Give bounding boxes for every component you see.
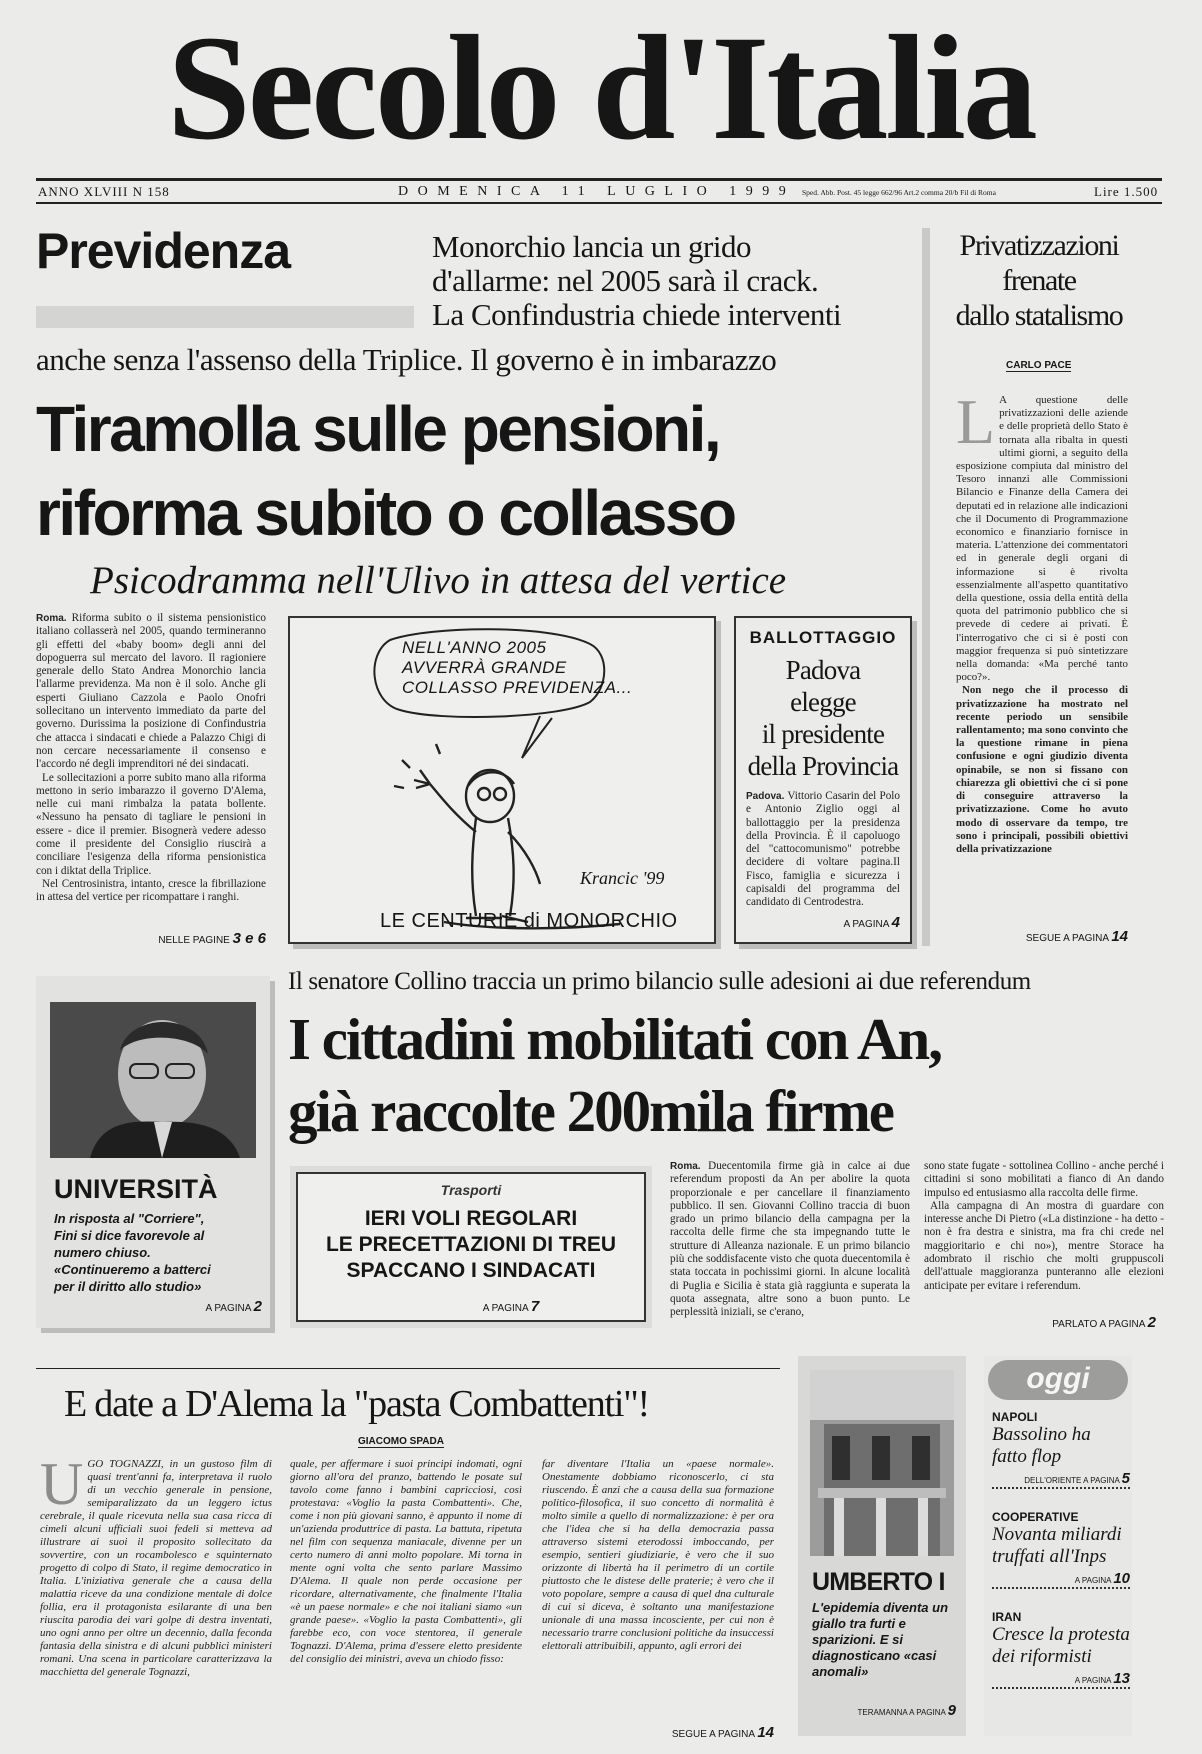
- oggi-item-2-text: Novanta miliardi truffati all'Inps: [992, 1524, 1122, 1567]
- oggi-item-1-jump: [992, 1470, 1130, 1489]
- privatizzazioni-headline: [946, 228, 1132, 333]
- lead-headline-1: Tiramolla sulle pensioni,: [36, 393, 720, 465]
- dalema-top-rule: [36, 1368, 780, 1369]
- trasporti-headline-line-2: LE PRECETTAZIONI DI TREU: [325, 1233, 617, 1256]
- dalema-col3: far diventare l'Italia un «paese normale». Onestamente dobbiamo riconoscerlo, ci sta riuscendo. È anzi che a causa della sua formazione politico-filosofica, il suo concetto di normalità è molto simile a quello di normalizzazione: è per ora che l'idea che si ha della democrazia passa attraverso sistemi eterodossi imboccando, per esempio, sentieri giudiziarie, è vero che il suo orizzonte di libertà ha il perimetro di un cortile piuttosto che le distese delle praterie; è vero che il voto popolare, sempre a causa di quel dna culturale di cui si diceva, è soltanto una manifestazione unionale di una massa incosciente, per cui non è necessario trarre conclusioni politiche da insuccessi elettorali attribuibili, appunto, agli errori dei: [542, 1458, 774, 1652]
- cartoon-balloon-line-1: NELL'ANNO 2005: [402, 638, 547, 657]
- cartoon-balloon-line-2: AVVERRÀ GRANDE: [402, 658, 567, 677]
- privatizzazioni-jump[interactable]: [956, 928, 1128, 945]
- oggi-item-1-jump-label: A PAGINA: [1083, 1476, 1120, 1485]
- portrait-image: [50, 1002, 256, 1158]
- universita-jump[interactable]: [156, 1298, 262, 1315]
- oggi-item-2-jump-page: 10: [1113, 1570, 1130, 1587]
- ballottaggio-jump-page: 4: [891, 913, 900, 931]
- dalema-col1-text: GO TOGNAZZI, in un gustoso film di quasi trent'anni fa, interpretava il ruolo di un vecchio generale in pensione, semiparalizzato da un leggero ictus cerebrale, il quale ricevuta nella sua casa ricca di cimeli alcuni ufficiali suoi fedeli si metteva ad illustrare ai suoi il proposito sollecitato da sovvertire, con un rocambolesco e squinternato progetto di colpo di Stato, il regime democratico in Italia. L'iniziativa generale che a causa della malattia riceve da una condizione mentale di dolce follia, era il protagonista esilarante di una ben riuscita parodia dei vari golpe di destra inventati, uno ogni anno per oltre un decennio, dalla feconda fantasia della sinistra e di alcuni pubblici ministeri romani. Una scena in particolare caratterizzava la macchietta del generale Tognazzi,: [40, 1458, 272, 1678]
- referendum-jump-label: PARLATO A PAGINA: [1052, 1319, 1145, 1330]
- referendum-jump-page: 2: [1147, 1314, 1156, 1331]
- issue-number: ANNO XLVIII N 158: [38, 184, 170, 199]
- cartoon-balloon-line-3: COLLASSO PREVIDENZA...: [402, 678, 633, 697]
- privatizzazioni-headline-line-1: Privatizzazioni: [959, 229, 1119, 262]
- trasporti-jump-label: A PAGINA: [482, 1303, 529, 1314]
- ballottaggio-headline: [746, 654, 900, 782]
- referendum-body-col2: [924, 1160, 1164, 1293]
- referendum-dateline: Roma.: [670, 1161, 701, 1172]
- oggi-item-3-jump-page: 13: [1113, 1670, 1130, 1687]
- lead-jump-pages: 3 e 6: [232, 930, 266, 947]
- ballottaggio-jump-label: A PAGINA: [843, 918, 889, 930]
- oggi-item-2[interactable]: [992, 1510, 1130, 1589]
- referendum-overline: Il senatore Collino traccia un primo bilancio sulle adesioni ai due referendum: [288, 968, 1031, 995]
- privatizzazioni-body: [956, 386, 1128, 856]
- dalema-dropcap: U: [40, 1451, 84, 1517]
- universita-headline: UNIVERSITÀ: [54, 1174, 218, 1204]
- dalema-jump-label: SEGUE A PAGINA: [671, 1729, 755, 1740]
- referendum-jump[interactable]: [924, 1314, 1156, 1331]
- dateline-rule: [36, 202, 1162, 204]
- dalema-col2: quale, per affermare i suoi principi indomati, ogni giorno all'ora del pranzo, battendo le posate sul tavolo come fanno i bambini capricciosi, così protestava: «Voglio la pasta Combattenti». Che, come i non più giovani sanno, è appunto il nome di un'azienda produttrice di pasta. La battuta, ripetuta nel film con sequenza maniacale, divenne per un certo numero di anni molto popolare. Mi torna in mente ogni volta che sento parlare Massimo D'Alema. Il quale non perde occasione per ricordare, alternativamente, che finalmente l'Italia «è un paese normale» e che noi italiani siamo «un grande paese». «Voglio la pasta Combattenti», gli farebbe eco, con voce stentorea, il generale Tognazzi. D'Alema, prima d'essere eletto presidente del consiglio dei ministri, aveva un chiodo fisso:: [290, 1458, 522, 1665]
- cartoon-caption: LE CENTURIE di MONORCHIO: [380, 910, 678, 932]
- umberto-body: L'epidemia diventa un giallo tra furti e sparizioni. E si diagnosticano «casi anomali»: [812, 1600, 949, 1679]
- lead-body: [36, 612, 266, 905]
- oggi-item-3-jump-label: A PAGINA: [1074, 1676, 1112, 1685]
- masthead-title: Secolo d'Italia: [167, 5, 1035, 171]
- ballottaggio-body: [746, 790, 900, 910]
- lead-kicker-underline: [36, 306, 414, 328]
- oggi-item-3[interactable]: [992, 1610, 1130, 1689]
- postal-info: Sped. Abb. Post. 45 legge 662/96 Art.2 comma 20/b Fil di Roma: [802, 188, 996, 197]
- ballottaggio-headline-line-1: Padova: [785, 655, 861, 685]
- oggi-item-3-place: IRAN: [992, 1610, 1022, 1624]
- privatizzazioni-shade: [922, 228, 930, 946]
- referendum-body-p1: Duecentomila firme già in calce ai due referendum proposti da An per abolire la quota proporzionale e per cancellare il finanziamento pubblico. Il sen. Giovanni Collino traccia di buon grado un primo bilancio della campagna per la raccolta delle firme che sta impegnando tutte le strutture di Alleanza nazionale. E un primo bilancio più che soddisfacente visto che quota duecentomila è stata toccata in pochissimi giorni. In alcune località di Puglia e Sicilia è stata già raggiunta e superata la quota assegnata, altre sono a buon punto. Le perplessità iniziali, se c'erano,: [670, 1160, 911, 1319]
- lead-deck-line-1: Monorchio lancia un grido: [432, 229, 751, 264]
- masthead-rule: [36, 178, 1162, 181]
- oggi-box: [984, 1356, 1132, 1736]
- umberto-box: [798, 1356, 966, 1736]
- oggi-item-1-place: NAPOLI: [992, 1410, 1038, 1424]
- cartoon-frame: [288, 616, 716, 944]
- trasporti-headline-line-3: SPACCANO I SINDACATI: [346, 1259, 596, 1282]
- trasporti-headline-line-1: IERI VOLI REGOLARI: [364, 1207, 578, 1230]
- oggi-item-2-jump: [992, 1570, 1130, 1589]
- trasporti-outer: [290, 1166, 652, 1328]
- privatizzazioni-jump-label: SEGUE A PAGINA: [1025, 933, 1109, 944]
- privatizzazioni-jump-page: 14: [1111, 928, 1128, 945]
- oggi-item-1-jump-author: DELL'ORIENTE: [1024, 1476, 1082, 1485]
- lead-body-p3: Nel Centrosinistra, intanto, cresce la fibrillazione in attesa del vertice per ricompattare i ranghi.: [36, 877, 266, 904]
- universita-jump-page: 2: [253, 1298, 262, 1315]
- privatizzazioni-body-p2: Non nego che il processo di privatizzazione ha mostrato nel recente periodo un sensibile rallentamento; ma sono convinto che la questione rimane in piena confusione e ogni giudizio diventa opinabile, se non si fissano con chiarezza gli obiettivi che ci si pone di conseguire attraverso la privatizzazione. Come ho avuto modo di osservare da tempo, tre sono i principali, possibili obiettivi della privatizzazione: [956, 684, 1128, 855]
- lead-deck-line-3: La Confindustria chiede interventi: [432, 297, 842, 332]
- issue-date: DOMENICA 11 LUGLIO 1999: [398, 184, 796, 199]
- cartoon-signature: Krancic '99: [580, 868, 665, 888]
- dalema-col1: [40, 1451, 272, 1679]
- trasporti-kicker: Trasporti: [440, 1182, 502, 1198]
- oggi-item-3-jump: [992, 1670, 1130, 1689]
- privatizzazioni-author: CARLO PACE: [1006, 360, 1072, 371]
- issue-price: Lire 1.500: [1094, 184, 1159, 199]
- lead-deck-line-2: d'allarme: nel 2005 sarà il crack.: [432, 263, 819, 298]
- dalema-headline: E date a D'Alema la "pasta Combattenti"!: [64, 1383, 649, 1425]
- hospital-image: [810, 1370, 954, 1556]
- lead-jump[interactable]: [120, 930, 266, 947]
- trasporti-jump[interactable]: [298, 1298, 644, 1315]
- referendum-body-col1: [670, 1160, 910, 1320]
- dalema-jump[interactable]: [600, 1724, 774, 1741]
- universita-jump-label: A PAGINA: [205, 1303, 251, 1314]
- ballottaggio-headline-line-3: il presidente: [761, 719, 885, 749]
- collino-photo: [50, 1002, 256, 1158]
- lead-body-p2: Le sollecitazioni a porre subito mano alla riforma mettono in serio imbarazzo il governo D'Alema, nelle cui mani rimbalza la patata bollente. «Nessuno ha pensato di tagliare le pensioni in essere - dice il premier. Bisognerà vedere adesso come il presidente del Consiglio riuscirà a conciliare l'esigenza della riforma pensionistica con i diktat della Triplice.: [36, 771, 266, 877]
- lead-headline-2: riforma subito o collasso: [36, 477, 735, 549]
- privatizzazioni-headline-line-3: dallo statalismo: [955, 299, 1123, 332]
- trasporti-headline: [298, 1206, 644, 1284]
- oggi-title: oggi: [1026, 1362, 1090, 1395]
- privatizzazioni-body-p1: A questione delle privatizzazioni delle aziende e delle proprietà dello Stato è tornata alla ribalta in questi ultimi giorni, a seguito della esposizione compiuta dal ministro del Tesoro innanzi alle Commissioni Bilancio e Finanze della Camera dei deputati ed in relazione alle indicazioni che il Documento di Programmazione economico e finanziario fornisce in materia. L'attenzione dei commentatori ed in generale degli organi di informazione si è rivolta essenzialmente all'aspetto quantitativo della questione, ossia della entità della quota del patrimonio pubblico che si prevede di cedere ai privati. È l'interrogativo che ci si è posti con maggior frequenza si può sintetizzare nella domanda: «Ma perché tanto poco?».: [956, 394, 1128, 684]
- referendum-headline-1: I cittadini mobilitati con An,: [288, 1006, 941, 1072]
- referendum-body-p2: sono state fugate - sottolinea Collino - anche perché i cittadini si sono mobilitati a fianco di An dando impulso ed entusiasmo alla raccolta delle firme.: [924, 1160, 1164, 1199]
- umberto-jump-author: TERAMANNA: [857, 1708, 908, 1717]
- trasporti-jump-page: 7: [530, 1298, 540, 1315]
- referendum-body-p3: Alla campagna di An mostra di guardare con interesse anche Di Pietro («La distinzione - ha detto - non è fra destra e sinistra, ma fra chi crede nel maggioritario e chi no»), mentre Storace ha adombrato il rischio che molti gruppuscoli dell'attuale maggioranza punteranno alle elezioni anticipate per evitare i referendum.: [924, 1199, 1164, 1292]
- oggi-item-3-text: Cresce la protesta dei riformisti: [992, 1624, 1130, 1667]
- ballottaggio-kicker: BALLOTTAGGIO: [749, 628, 897, 647]
- oggi-item-2-jump-label: A PAGINA: [1074, 1576, 1112, 1585]
- privatizzazioni-dropcap: L: [956, 386, 996, 457]
- umberto-jump-page: 9: [947, 1702, 956, 1719]
- umberto-jump-label: A PAGINA: [909, 1708, 946, 1717]
- oggi-item-1-text: Bassolino ha fatto flop: [992, 1424, 1091, 1467]
- lead-dateline: Roma.: [36, 613, 67, 624]
- lead-subhead: Psicodramma nell'Ulivo in attesa del vertice: [90, 559, 787, 602]
- ballottaggio-box: [734, 616, 912, 944]
- universita-body: In risposta al "Corriere", Fini si dice favorevole al numero chiuso. «Continueremo a batterci per il diritto allo studio»: [54, 1211, 211, 1294]
- trasporti-box: [296, 1172, 646, 1322]
- umberto-headline: UMBERTO I: [812, 1568, 945, 1596]
- cartoon-balloon: [402, 638, 632, 698]
- referendum-headline-2: già raccolte 200mila firme: [288, 1078, 893, 1144]
- ballottaggio-headline-line-4: della Provincia: [747, 751, 899, 781]
- lead-deck-line-4: anche senza l'assenso della Triplice. Il governo è in imbarazzo: [36, 342, 777, 377]
- oggi-item-1-jump-page: 5: [1121, 1470, 1130, 1487]
- ballottaggio-body-text: Vittorio Casarin del Polo e Antonio Ziglio oggi al ballottaggio per la presidenza della Provincia. È il capoluogo del "cattocomunismo" potrebbe decidere di voltare pagina.Il Fisco, famiglia e sicurezza i capisaldi del programma del candidato di Centrodestra.: [746, 790, 900, 909]
- lead-deck: [432, 230, 841, 332]
- umberto-photo: [810, 1370, 954, 1556]
- lead-body-p1: Riforma subito o il sistema pensionistico italiano collasserà nel 2005, quando termineranno gli effetti del «baby boom» degli anni del dopoguerra sul mercato del lavoro. Il ragioniere generale dello Stato Andrea Monorchio lancia l'allarme previdenza. Ma non è il solo. Anche gli esperti Giuliano Cazzola e Paolo Onofri sollecitano un intervento immediato da parte del governo. Durissima la posizione di Confindustria che attacca i sindacati e chiede a Palazzo Chigi di non cercare necessariamente il consenso e l'accordo né degli imprenditori né dei sindacati.: [36, 612, 267, 771]
- ballottaggio-headline-line-2: elegge: [790, 687, 856, 717]
- dalema-jump-page: 14: [757, 1724, 774, 1741]
- universita-box: [36, 976, 270, 1328]
- lead-jump-label: NELLE PAGINE: [158, 935, 230, 946]
- oggi-item-1[interactable]: [992, 1410, 1130, 1489]
- ballottaggio-jump[interactable]: [746, 914, 900, 931]
- dalema-author: GIACOMO SPADA: [358, 1436, 444, 1447]
- lead-kicker: Previdenza: [36, 223, 291, 279]
- oggi-item-2-place: COOPERATIVE: [992, 1510, 1079, 1524]
- umberto-jump[interactable]: [808, 1702, 956, 1719]
- ballottaggio-dateline: Padova.: [746, 791, 785, 802]
- privatizzazioni-headline-line-2: frenate: [1002, 264, 1076, 297]
